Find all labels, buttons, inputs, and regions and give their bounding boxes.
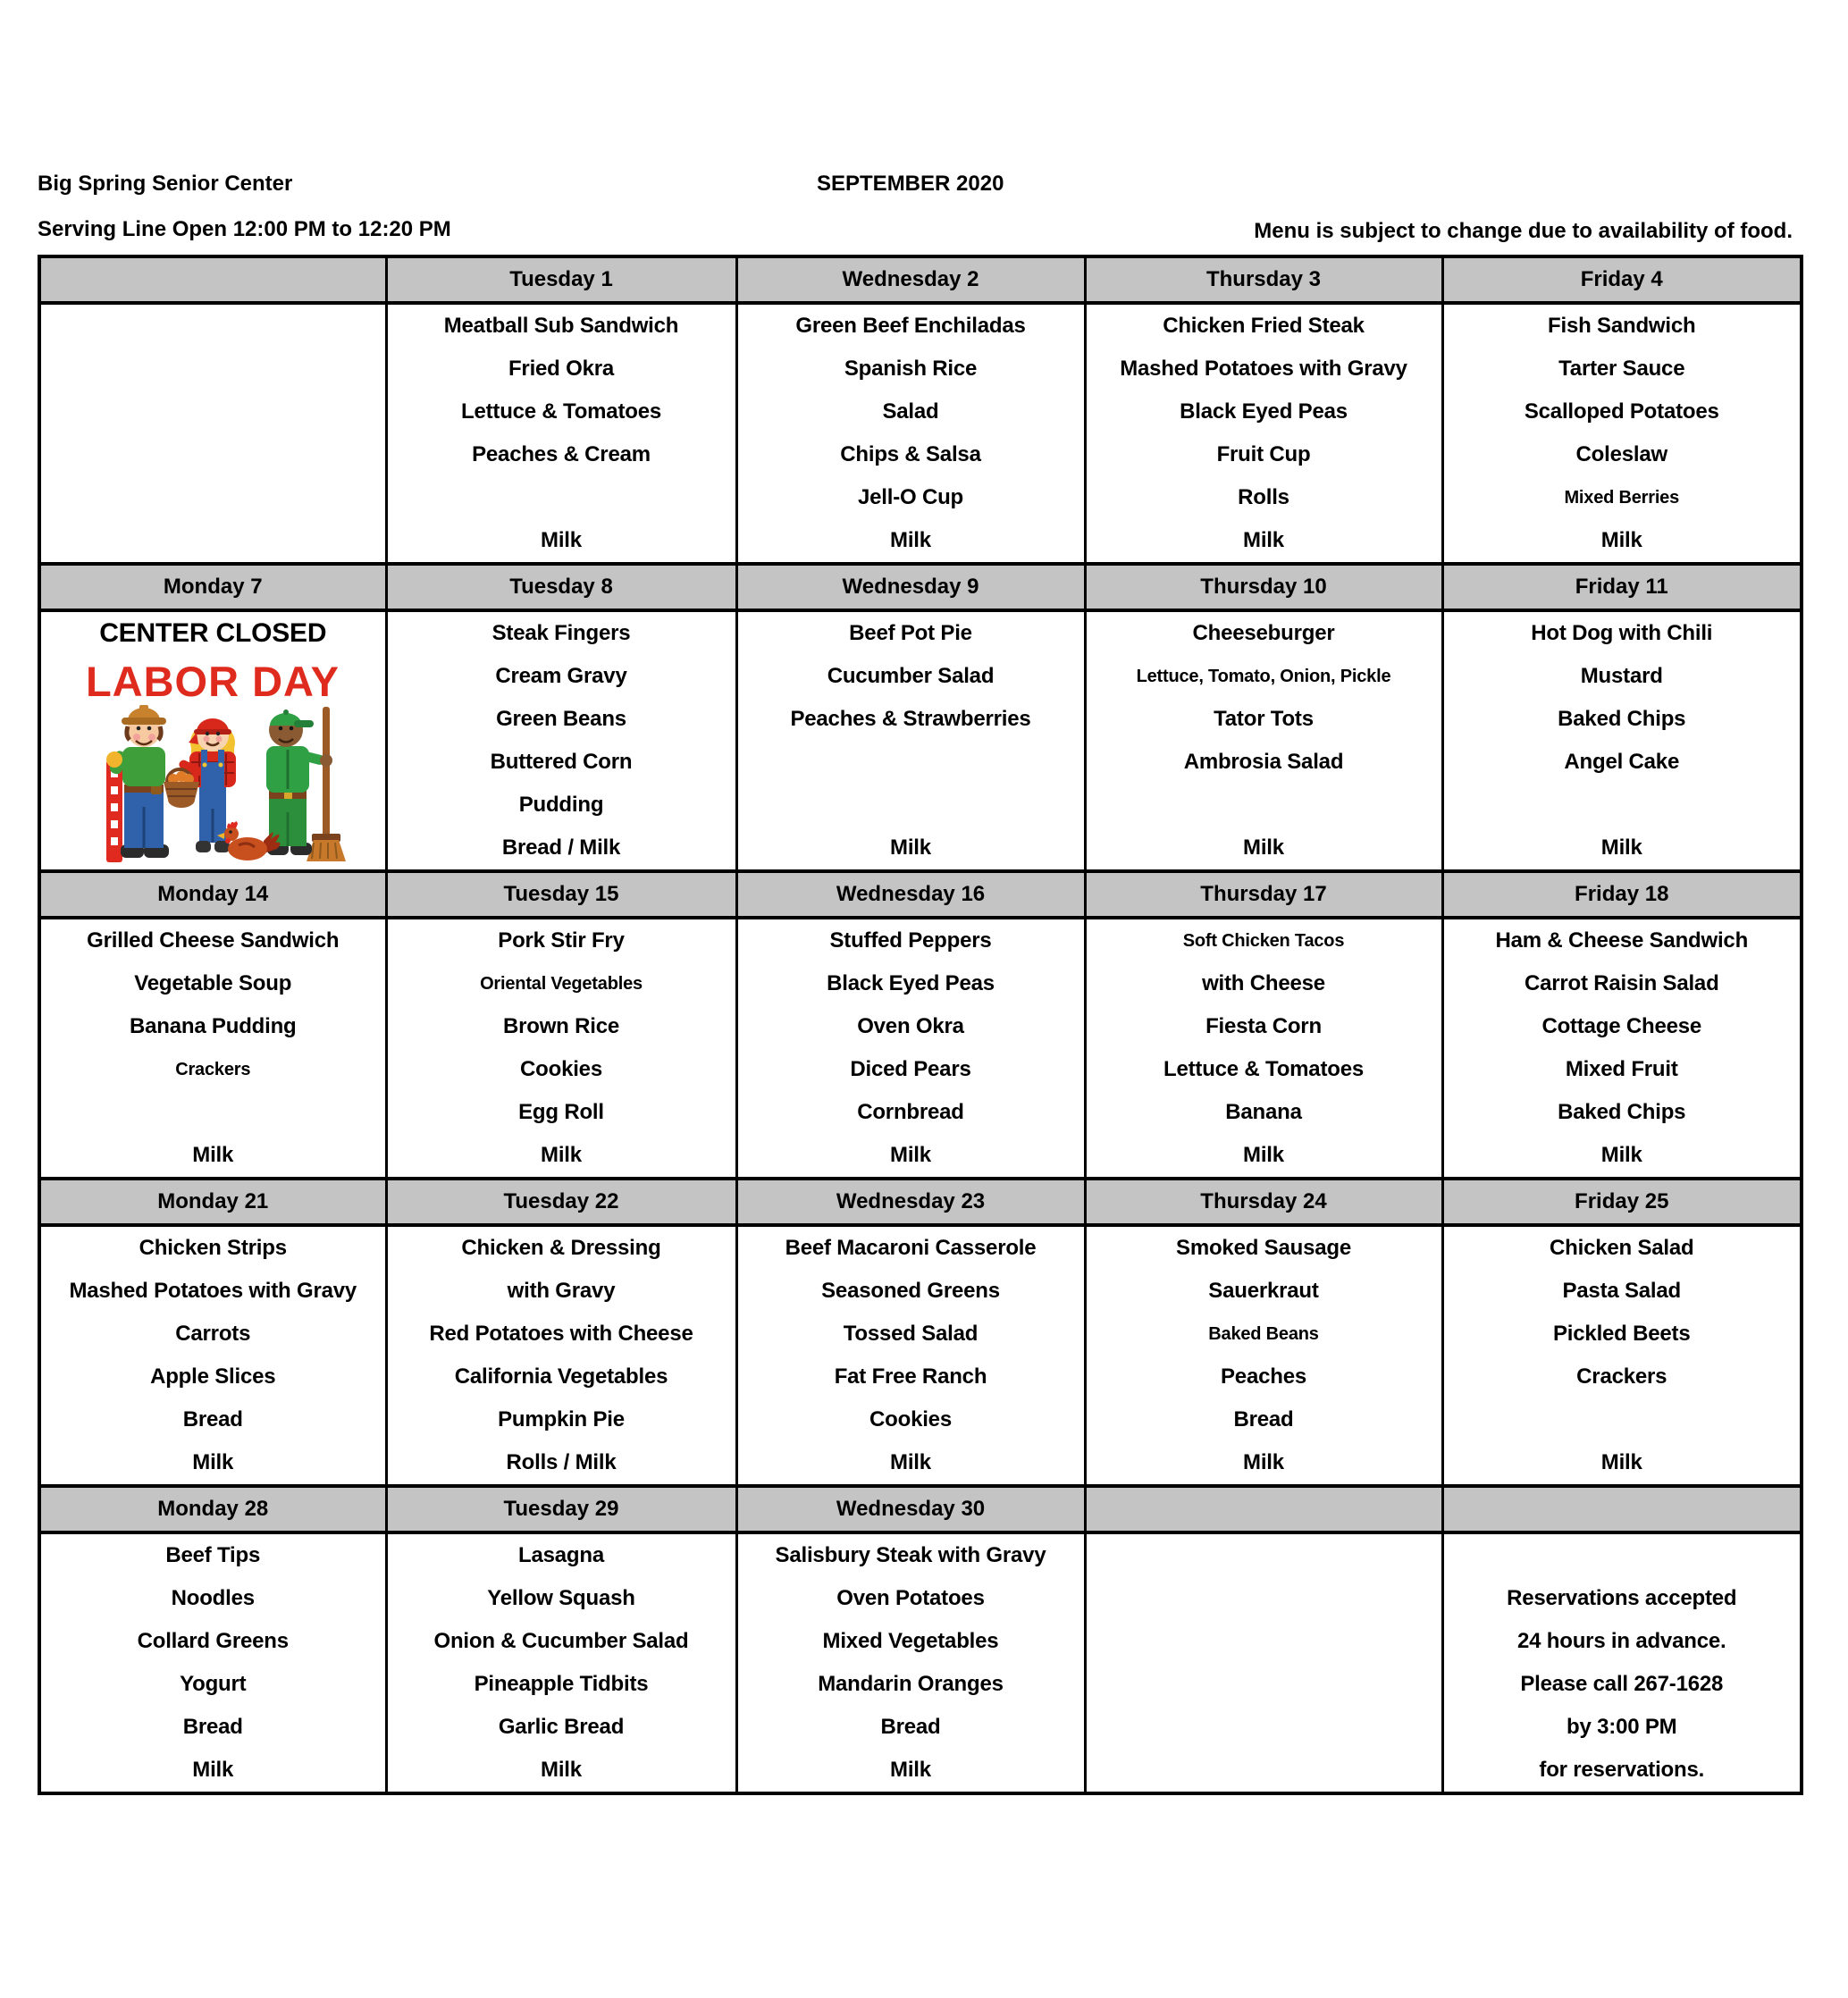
custodian-figure — [266, 707, 346, 861]
menu-item: Pickled Beets — [1553, 1322, 1691, 1346]
menu-item: Brown Rice — [502, 1014, 620, 1038]
menu-item: Yogurt — [180, 1672, 247, 1696]
menu-item: Beef Tips — [165, 1543, 261, 1567]
menu-item: Oriental Vegetables — [480, 974, 643, 994]
menu-item: Cottage Cheese — [1541, 1014, 1702, 1038]
day-cell-tuesday-8 — [386, 610, 736, 871]
menu-item: Noodles — [171, 1586, 255, 1610]
menu-item: Jell-O Cup — [857, 485, 963, 509]
empty-line — [1087, 1749, 1441, 1792]
day-header-friday-11: Friday 11 — [1442, 564, 1802, 610]
menu-item: Baked Chips — [1558, 707, 1686, 731]
empty-line — [388, 476, 735, 519]
month-heading: SEPTEMBER 2020 — [817, 172, 1004, 196]
day-header-monday-14: Monday 14 — [39, 871, 386, 918]
menu-item: Beef Macaroni Casserole — [785, 1236, 1037, 1260]
menu-item: Fruit Cup — [1216, 442, 1311, 466]
menu-item: Sauerkraut — [1208, 1279, 1319, 1303]
menu-item: Lasagna — [518, 1543, 604, 1567]
empty-line — [41, 519, 385, 562]
day-cell-monday-14 — [39, 918, 386, 1179]
day-header-thursday-3: Thursday 3 — [1085, 256, 1442, 303]
menu-item: Milk — [192, 1450, 234, 1474]
day-header-friday-18: Friday 18 — [1442, 871, 1802, 918]
day-cell-thursday-24 — [1085, 1225, 1442, 1486]
day-header-tuesday-15: Tuesday 15 — [386, 871, 736, 918]
menu-item: Diced Pears — [850, 1057, 971, 1081]
empty-line — [1444, 1534, 1801, 1577]
menu-item: Lettuce & Tomatoes — [461, 399, 661, 424]
menu-item: Mixed Berries — [1564, 488, 1680, 508]
menu-item: Bread / Milk — [501, 835, 621, 860]
day-header-tuesday-8: Tuesday 8 — [386, 564, 736, 610]
day-cell-friday-25 — [1442, 1225, 1802, 1486]
day-cell-empty — [1442, 1532, 1802, 1793]
menu-item: Mashed Potatoes with Gravy — [1120, 357, 1407, 381]
menu-item: Pudding — [518, 793, 604, 817]
menu-item: Bread — [880, 1715, 941, 1739]
menu-item: Rolls / Milk — [506, 1450, 617, 1474]
menu-item: Mixed Vegetables — [822, 1629, 999, 1653]
menu-item: Spanish Rice — [844, 357, 978, 381]
menu-item: Milk — [192, 1143, 234, 1167]
menu-item: Mustard — [1580, 664, 1663, 688]
menu-item: Red Potatoes with Cheese — [429, 1322, 693, 1346]
menu-item: Chicken & Dressing — [461, 1236, 661, 1260]
day-cell-friday-11 — [1442, 610, 1802, 871]
menu-item: Milk — [1243, 1143, 1284, 1167]
menu-item: Peaches & Cream — [472, 442, 651, 466]
day-cell-thursday-3 — [1085, 303, 1442, 564]
empty-line — [41, 1091, 385, 1134]
menu-item: by 3:00 PM — [1567, 1715, 1677, 1739]
day-header-monday-28: Monday 28 — [39, 1486, 386, 1532]
menu-item: Pork Stir Fry — [498, 928, 625, 953]
menu-item: Mandarin Oranges — [818, 1672, 1004, 1696]
day-header-thursday-10: Thursday 10 — [1085, 564, 1442, 610]
menu-item: Apple Slices — [150, 1364, 276, 1389]
day-header-wednesday-30: Wednesday 30 — [736, 1486, 1085, 1532]
menu-item: Milk — [890, 528, 931, 552]
menu-item: Salisbury Steak with Gravy — [775, 1543, 1046, 1567]
menu-item: Tossed Salad — [843, 1322, 979, 1346]
day-cell-wednesday-9 — [736, 610, 1085, 871]
menu-item: Reservations accepted — [1507, 1586, 1737, 1610]
day-header-empty — [39, 256, 386, 303]
menu-item: Cucumber Salad — [827, 664, 995, 688]
menu-item: Bread — [1233, 1407, 1294, 1431]
empty-line — [41, 348, 385, 390]
menu-item: Black Eyed Peas — [827, 971, 995, 995]
day-cell-thursday-17 — [1085, 918, 1442, 1179]
menu-item: Fish Sandwich — [1548, 314, 1696, 338]
menu-item: with Gravy — [507, 1279, 616, 1303]
menu-item: Buttered Corn — [490, 750, 633, 774]
menu-item: Cheeseburger — [1192, 621, 1335, 645]
day-cell-wednesday-16 — [736, 918, 1085, 1179]
menu-item: Milk — [1243, 528, 1284, 552]
menu-item: Seasoned Greens — [821, 1279, 1000, 1303]
menu-change-note: Menu is subject to change due to availability of food. — [1254, 219, 1793, 243]
day-header-tuesday-1: Tuesday 1 — [386, 256, 736, 303]
menu-item: Salad — [882, 399, 939, 424]
labor-day-clipart — [65, 655, 360, 866]
menu-item: Fat Free Ranch — [834, 1364, 987, 1389]
menu-item: Angel Cake — [1564, 750, 1680, 774]
menu-item: Grilled Cheese Sandwich — [87, 928, 340, 953]
menu-item: Ambrosia Salad — [1183, 750, 1344, 774]
day-header-friday-4: Friday 4 — [1442, 256, 1802, 303]
menu-item: Milk — [1600, 1143, 1642, 1167]
menu-item: CENTER CLOSED — [99, 618, 327, 648]
menu-item: Carrot Raisin Salad — [1524, 971, 1719, 995]
menu-item: Bread — [182, 1407, 243, 1431]
menu-item: Milk — [1600, 835, 1642, 860]
menu-item: Green Beans — [496, 707, 626, 731]
day-header-wednesday-16: Wednesday 16 — [736, 871, 1085, 918]
menu-item: Collard Greens — [137, 1629, 289, 1653]
day-cell-tuesday-22 — [386, 1225, 736, 1486]
day-cell-tuesday-15 — [386, 918, 736, 1179]
menu-item: Milk — [890, 1758, 931, 1782]
menu-item: Please call 267-1628 — [1520, 1672, 1724, 1696]
day-cell-monday-28 — [39, 1532, 386, 1793]
menu-item: Cornbread — [857, 1100, 964, 1124]
labor-day-banner: LABOR DAY — [86, 658, 340, 705]
menu-item: Banana — [1225, 1100, 1302, 1124]
day-header-monday-7: Monday 7 — [39, 564, 386, 610]
empty-line — [41, 476, 385, 519]
menu-item: Lettuce & Tomatoes — [1163, 1057, 1364, 1081]
day-cell-monday-21 — [39, 1225, 386, 1486]
menu-item: Lettuce, Tomato, Onion, Pickle — [1136, 667, 1391, 686]
menu-item: Pineapple Tidbits — [474, 1672, 649, 1696]
menu-item: Egg Roll — [518, 1100, 604, 1124]
menu-item: Crackers — [1576, 1364, 1667, 1389]
menu-item: Mashed Potatoes with Gravy — [69, 1279, 357, 1303]
menu-item: Milk — [890, 1450, 931, 1474]
menu-item: Milk — [1600, 528, 1642, 552]
menu-item: Baked Chips — [1558, 1100, 1686, 1124]
menu-item: Milk — [192, 1758, 234, 1782]
menu-item: Soft Chicken Tacos — [1182, 931, 1345, 951]
menu-item: Fiesta Corn — [1205, 1014, 1322, 1038]
menu-item: Beef Pot Pie — [849, 621, 972, 645]
menu-item: Mixed Fruit — [1565, 1057, 1678, 1081]
menu-item: Milk — [541, 528, 582, 552]
menu-item: Coleslaw — [1575, 442, 1667, 466]
menu-item: Onion & Cucumber Salad — [433, 1629, 689, 1653]
day-header-wednesday-2: Wednesday 2 — [736, 256, 1085, 303]
labor-day-clipart-wrap — [41, 655, 385, 868]
menu-item: Pumpkin Pie — [498, 1407, 625, 1431]
empty-line — [738, 741, 1084, 784]
day-cell-wednesday-30 — [736, 1532, 1085, 1793]
day-header-tuesday-22: Tuesday 22 — [386, 1179, 736, 1225]
day-cell-tuesday-29 — [386, 1532, 736, 1793]
menu-item: Milk — [541, 1758, 582, 1782]
menu-item: Yellow Squash — [487, 1586, 635, 1610]
menu-item: Rolls — [1238, 485, 1289, 509]
empty-line — [1087, 1663, 1441, 1706]
menu-item: Scalloped Potatoes — [1524, 399, 1719, 424]
menu-item: Chicken Salad — [1550, 1236, 1694, 1260]
menu-item: with Cheese — [1202, 971, 1325, 995]
menu-item: Stuffed Peppers — [829, 928, 992, 953]
empty-line — [1087, 1577, 1441, 1620]
menu-item: California Vegetables — [454, 1364, 668, 1389]
day-header-monday-21: Monday 21 — [39, 1179, 386, 1225]
menu-item: Green Beef Enchiladas — [795, 314, 1026, 338]
menu-item: Steak Fingers — [491, 621, 631, 645]
menu-item: Garlic Bread — [498, 1715, 625, 1739]
page-title: Big Spring Senior Center — [38, 172, 293, 196]
menu-item: Banana Pudding — [129, 1014, 297, 1038]
menu-item: Hot Dog with Chili — [1531, 621, 1713, 645]
day-cell-empty — [1085, 1532, 1442, 1793]
day-cell-friday-4 — [1442, 303, 1802, 564]
menu-item: Tator Tots — [1214, 707, 1314, 731]
day-cell-friday-18 — [1442, 918, 1802, 1179]
day-header-empty — [1085, 1486, 1442, 1532]
empty-line — [1087, 1534, 1441, 1577]
menu-item: Peaches & Strawberries — [790, 707, 1031, 731]
menu-item: Carrots — [175, 1322, 251, 1346]
menu-item: Baked Beans — [1208, 1324, 1319, 1344]
menu-item: Cookies — [869, 1407, 952, 1431]
menu-item: Fried Okra — [508, 357, 615, 381]
day-header-thursday-24: Thursday 24 — [1085, 1179, 1442, 1225]
menu-item: Meatball Sub Sandwich — [443, 314, 679, 338]
serving-line-text: Serving Line Open 12:00 PM to 12:20 PM — [38, 217, 451, 241]
menu-item: Tarter Sauce — [1558, 357, 1685, 381]
empty-line — [1087, 1706, 1441, 1749]
menu-item: Cream Gravy — [495, 664, 627, 688]
day-cell-empty — [39, 303, 386, 564]
empty-line — [41, 305, 385, 348]
menu-item: Chicken Strips — [139, 1236, 287, 1260]
empty-line — [1087, 1620, 1441, 1663]
menu-item: Chips & Salsa — [840, 442, 981, 466]
day-header-empty — [1442, 1486, 1802, 1532]
menu-item: Vegetable Soup — [134, 971, 292, 995]
menu-item: Milk — [541, 1143, 582, 1167]
menu-item: Chicken Fried Steak — [1163, 314, 1365, 338]
day-cell-wednesday-2 — [736, 303, 1085, 564]
menu-item: Oven Potatoes — [836, 1586, 985, 1610]
menu-calendar-table — [38, 255, 1803, 1795]
menu-item: Bread — [182, 1715, 243, 1739]
day-header-wednesday-9: Wednesday 9 — [736, 564, 1085, 610]
menu-item: Milk — [1243, 1450, 1284, 1474]
menu-item: Milk — [890, 1143, 931, 1167]
menu-item: Pasta Salad — [1562, 1279, 1682, 1303]
menu-item: Ham & Cheese Sandwich — [1495, 928, 1749, 953]
menu-item: 24 hours in advance. — [1517, 1629, 1726, 1653]
empty-line — [738, 784, 1084, 827]
day-cell-monday-7 — [39, 610, 386, 871]
day-header-tuesday-29: Tuesday 29 — [386, 1486, 736, 1532]
menu-item: Black Eyed Peas — [1180, 399, 1348, 424]
menu-item: Smoked Sausage — [1176, 1236, 1351, 1260]
menu-item: for reservations. — [1539, 1758, 1705, 1782]
day-header-wednesday-23: Wednesday 23 — [736, 1179, 1085, 1225]
menu-item: Milk — [890, 835, 931, 860]
empty-line — [1444, 1398, 1801, 1441]
menu-item: Oven Okra — [857, 1014, 964, 1038]
day-cell-wednesday-23 — [736, 1225, 1085, 1486]
menu-item: Cookies — [520, 1057, 602, 1081]
menu-item: Peaches — [1220, 1364, 1306, 1389]
worker-figure — [106, 705, 169, 862]
menu-item: Milk — [1600, 1450, 1642, 1474]
menu-item: Crackers — [175, 1060, 251, 1079]
day-cell-thursday-10 — [1085, 610, 1442, 871]
empty-line — [1087, 784, 1441, 827]
day-cell-tuesday-1 — [386, 303, 736, 564]
empty-line — [1444, 784, 1801, 827]
day-header-thursday-17: Thursday 17 — [1085, 871, 1442, 918]
day-header-friday-25: Friday 25 — [1442, 1179, 1802, 1225]
empty-line — [41, 433, 385, 476]
empty-line — [41, 390, 385, 433]
menu-item: Milk — [1243, 835, 1284, 860]
